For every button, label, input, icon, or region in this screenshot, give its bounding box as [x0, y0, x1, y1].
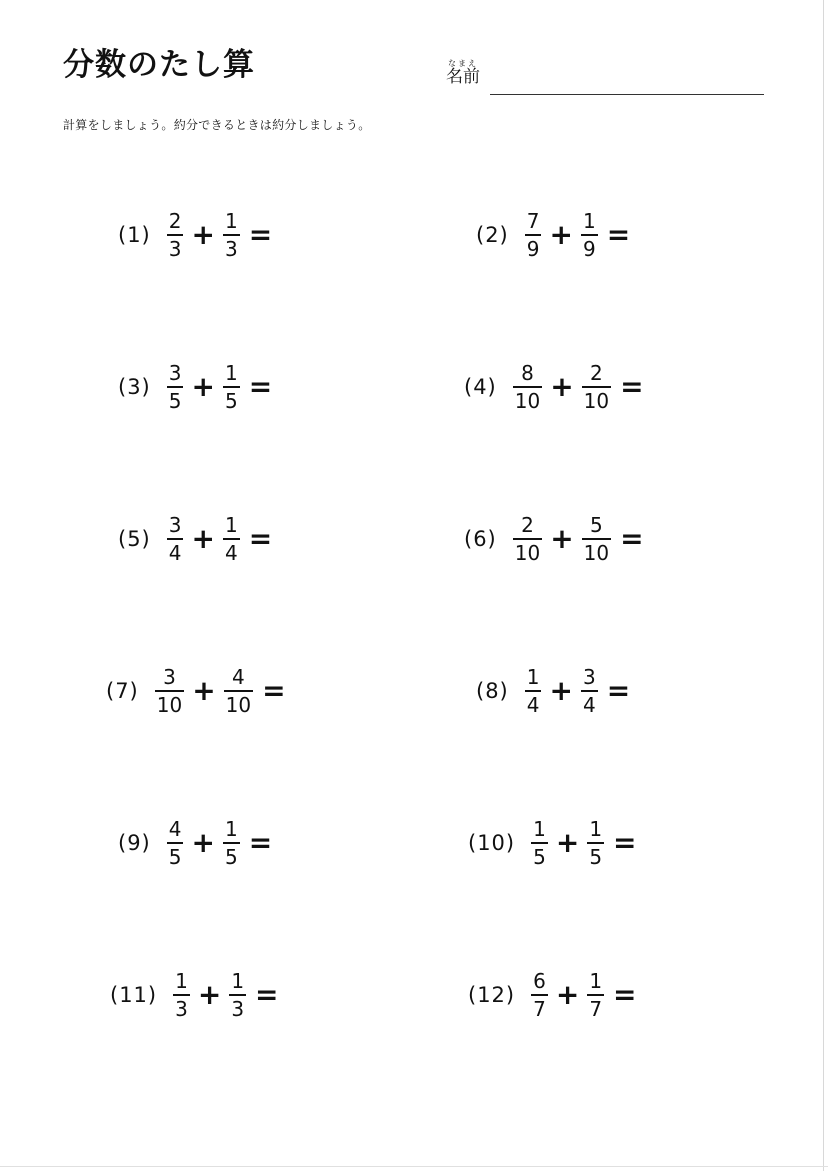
problem-number: (2): [476, 223, 509, 247]
name-label-group: [446, 60, 480, 86]
denominator: 5: [168, 389, 182, 413]
equals-sign: =: [255, 978, 279, 1011]
denominator: 7: [589, 997, 603, 1021]
equals-sign: =: [613, 826, 637, 859]
problem-6: [464, 509, 644, 569]
problem-11: [110, 965, 279, 1025]
fraction-b: [581, 667, 598, 715]
fraction-a: [525, 667, 542, 715]
problem-number: (12): [468, 983, 516, 1007]
denominator: 10: [225, 693, 252, 717]
numerator: 4: [168, 817, 182, 841]
fraction-b: [223, 819, 240, 867]
numerator: 1: [224, 361, 238, 385]
plus-sign: +: [550, 522, 574, 555]
numerator: 1: [224, 209, 238, 233]
problem-10: [468, 813, 637, 873]
fraction-a: [531, 971, 548, 1019]
denominator: 5: [168, 845, 182, 869]
problem-1: [118, 205, 272, 265]
denominator: 9: [526, 237, 540, 261]
problem-number: (5): [118, 527, 151, 551]
numerator: 8: [521, 361, 534, 385]
equals-sign: =: [248, 370, 273, 403]
name-ruby: なまえ: [448, 59, 478, 68]
plus-sign: +: [555, 826, 580, 859]
numerator: 1: [533, 817, 546, 841]
numerator: 6: [533, 969, 546, 993]
plus-sign: +: [191, 218, 215, 251]
numerator: 2: [521, 513, 534, 537]
denominator: 3: [168, 237, 182, 261]
page-bottom-edge: [0, 1166, 828, 1167]
problem-5: [118, 509, 272, 569]
fraction-a: [513, 363, 542, 411]
problem-number: (11): [110, 983, 158, 1007]
name-write-line[interactable]: [490, 94, 764, 95]
denominator: 5: [589, 845, 603, 869]
denominator: 5: [224, 845, 238, 869]
plus-sign: +: [191, 370, 215, 403]
problem-7: [106, 661, 286, 721]
page-title: 分数のたし算: [63, 47, 255, 83]
numerator: 4: [232, 665, 245, 689]
name-field: [446, 60, 766, 100]
fraction-a: [167, 819, 184, 867]
equals-sign: =: [620, 370, 644, 403]
numerator: 1: [231, 969, 245, 993]
fraction-b: [229, 971, 246, 1019]
denominator: 10: [583, 541, 610, 565]
numerator: 2: [168, 209, 182, 233]
fraction-a: [525, 211, 542, 259]
numerator: 2: [590, 361, 603, 385]
fraction-b: [582, 363, 611, 411]
plus-sign: +: [549, 218, 573, 251]
problem-number: (9): [118, 831, 151, 855]
fraction-b: [223, 515, 240, 563]
denominator: 3: [231, 997, 245, 1021]
fraction-b: [587, 819, 604, 867]
denominator: 5: [224, 389, 238, 413]
fraction-a: [167, 211, 184, 259]
plus-sign: +: [549, 674, 573, 707]
plus-sign: +: [191, 826, 215, 859]
numerator: 5: [590, 513, 603, 537]
denominator: 10: [514, 389, 541, 413]
fraction-a: [167, 363, 184, 411]
equals-sign: =: [606, 674, 631, 707]
problem-2: [476, 205, 630, 265]
denominator: 7: [533, 997, 546, 1021]
numerator: 1: [175, 969, 188, 993]
fraction-b: [223, 211, 240, 259]
problem-number: (7): [106, 679, 139, 703]
denominator: 10: [583, 389, 610, 413]
numerator: 1: [224, 513, 238, 537]
fraction-a: [155, 667, 184, 715]
equals-sign: =: [248, 826, 273, 859]
fraction-b: [581, 211, 598, 259]
problem-number: (10): [468, 831, 516, 855]
equals-sign: =: [262, 674, 286, 707]
problem-number: (3): [118, 375, 151, 399]
denominator: 10: [156, 693, 183, 717]
problem-3: [118, 357, 272, 417]
plus-sign: +: [555, 978, 580, 1011]
denominator: 10: [514, 541, 541, 565]
numerator: 3: [582, 665, 596, 689]
fraction-b: [223, 363, 240, 411]
problem-number: (6): [464, 527, 497, 551]
fraction-a: [531, 819, 548, 867]
problem-8: [476, 661, 630, 721]
numerator: 3: [168, 361, 182, 385]
plus-sign: +: [197, 978, 222, 1011]
equals-sign: =: [248, 218, 273, 251]
fraction-a: [513, 515, 542, 563]
denominator: 4: [224, 541, 238, 565]
numerator: 7: [526, 209, 540, 233]
denominator: 9: [582, 237, 596, 261]
fraction-a: [173, 971, 190, 1019]
problem-9: [118, 813, 272, 873]
numerator: 1: [589, 969, 603, 993]
denominator: 5: [533, 845, 546, 869]
fraction-a: [167, 515, 184, 563]
problem-number: (1): [118, 223, 151, 247]
numerator: 1: [526, 665, 540, 689]
numerator: 1: [224, 817, 238, 841]
fraction-b: [587, 971, 604, 1019]
instructions: 計算をしましょう。約分できるときは約分しましょう。: [63, 118, 371, 132]
numerator: 1: [582, 209, 596, 233]
name-label: 名前: [446, 67, 480, 87]
equals-sign: =: [606, 218, 631, 251]
numerator: 3: [163, 665, 176, 689]
fraction-b: [224, 667, 253, 715]
numerator: 1: [589, 817, 603, 841]
denominator: 3: [175, 997, 188, 1021]
page-edge: [823, 0, 824, 1171]
numerator: 3: [168, 513, 182, 537]
problem-number: (4): [464, 375, 497, 399]
plus-sign: +: [550, 370, 574, 403]
equals-sign: =: [620, 522, 644, 555]
fraction-b: [582, 515, 611, 563]
denominator: 4: [526, 693, 540, 717]
denominator: 4: [582, 693, 596, 717]
denominator: 3: [224, 237, 238, 261]
plus-sign: +: [191, 522, 215, 555]
problem-number: (8): [476, 679, 509, 703]
plus-sign: +: [192, 674, 216, 707]
equals-sign: =: [248, 522, 273, 555]
problem-12: [468, 965, 637, 1025]
equals-sign: =: [613, 978, 637, 1011]
problem-4: [464, 357, 644, 417]
denominator: 4: [168, 541, 182, 565]
